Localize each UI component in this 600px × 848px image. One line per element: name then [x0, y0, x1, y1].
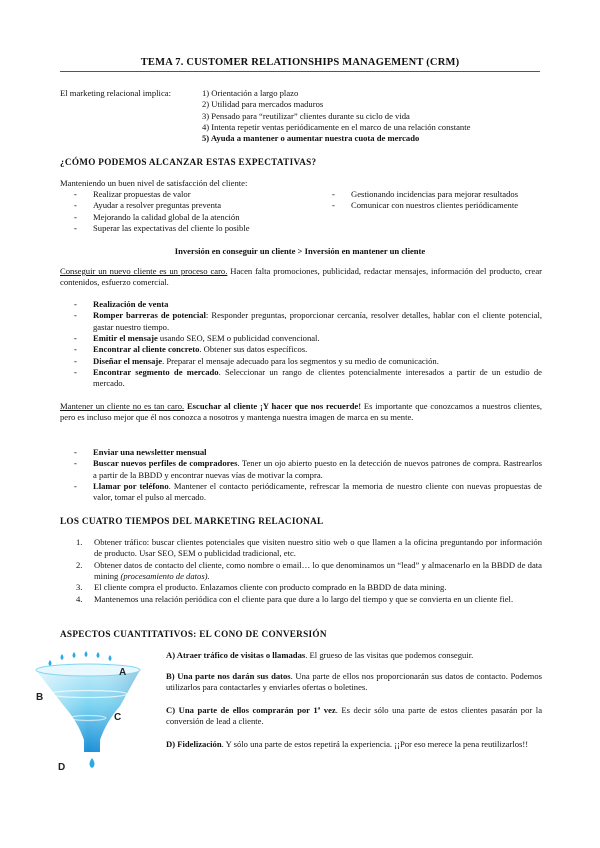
drop-icon — [109, 655, 112, 661]
list-item: 3. El cliente compra el producto. Enlazamos cliente con producto comprado en la BBDD de data mining. — [76, 582, 447, 593]
conversion-funnel-illustration — [28, 648, 156, 778]
funnel-label-a: A — [119, 667, 127, 678]
conseguir-text: Hacen falta promociones, publicidad, redactar mensajes, información del producto, crear contenidos, esfuerzo comercial. — [60, 266, 542, 288]
list-item: - Ayudar a resolver preguntas preventa — [60, 200, 320, 211]
list-item: 1) Orientación a largo plazo — [202, 88, 299, 98]
cono-item-a: A) Atraer tráfico de visitas o llamadas. El grueso de las visitas que podemos conseguir. — [166, 650, 474, 660]
section1-intro: Manteniendo un buen nivel de satisfacción del cliente: — [60, 178, 248, 188]
list-item: - Gestionando incidencias para mejorar resultados — [318, 189, 542, 200]
list-item: 5) Ayuda a mantener o aumentar nuestra cuota de mercado — [202, 133, 420, 144]
list-item: - Llamar por teléfono. Mantener el contacto periódicamente, refrescar la memoria de nuestro cliente con nuevas propuestas de valor, tomar el pulso al mercado. — [60, 481, 542, 504]
funnel-label-d: D — [58, 762, 66, 773]
conseguir-list — [60, 299, 542, 390]
funnel-label-c: C — [114, 712, 122, 723]
conseguir-paragraph — [60, 266, 542, 289]
list-item: 1. Obtener tráfico: buscar clientes potenciales que visiten nuestro sitio web o que llamen a la oficina preguntando por información de producto. Usar SEO, SEM o publicidad tradicional, etc. — [76, 537, 542, 559]
title-divider — [60, 71, 540, 72]
conseguir-lead: Conseguir un nuevo cliente es un proceso caro. — [60, 266, 228, 276]
section-heading-tiempos: LOS CUATRO TIEMPOS DEL MARKETING RELACIONAL — [60, 516, 324, 526]
section1-left-list — [60, 189, 320, 234]
list-item: - Encontrar al cliente concreto. Obtener sus datos específicos. — [60, 344, 542, 355]
list-item: 4) Intenta repetir ventas periódicamente en el marco de una relación constante — [202, 122, 471, 133]
cono-item-b: B) Una parte nos darán sus datos. Una parte de ellos nos proporcionarán sus datos de contacto. Podemos utilizarlos para contactarles y enviarles ofertas o boletines. — [166, 671, 542, 693]
relational-list — [202, 88, 542, 145]
mantener-paragraph: Mantener un cliente no es tan caro. Escuchar al cliente ¡Y hacer que nos recuerde! Es importante que conozcamos a nuestros clientes, pero es incluso mejor que él nos conozca a nosotros y mantenga nuestra imagen de marca en su mente. — [60, 401, 542, 423]
list-item: - Encontrar segmento de mercado. Seleccionar un rango de clientes potencialmente interesados a partir de un estudio de mercado. — [60, 367, 542, 390]
funnel-svg — [28, 648, 156, 778]
list-item: - Realizar propuestas de valor — [60, 189, 320, 200]
section-heading-expectativas: ¿CÓMO PODEMOS ALCANZAR ESTAS EXPECTATIVAS? — [60, 157, 317, 167]
page-title: TEMA 7. CUSTOMER RELATIONSHIPS MANAGEMENT (CRM) — [140, 57, 460, 68]
section-heading-cono: ASPECTOS CUANTITATIVOS: EL CONO DE CONVERSIÓN — [60, 629, 327, 639]
drop-icon — [73, 652, 76, 658]
list-item: 4. Mantenemos una relación periódica con el cliente para que dure a lo largo del tiempo y que se convierta en un cliente fiel. — [76, 593, 514, 604]
investment-statement: Inversión en conseguir un cliente > Inversión en mantener un cliente — [174, 246, 426, 256]
list-item: - Superar las expectativas del cliente lo posible — [60, 223, 320, 234]
list-item: - Diseñar el mensaje. Preparar el mensaje adecuado para los segmentos y su medio de comunicación. — [60, 356, 542, 367]
cono-item-d: D) Fidelización. Y sólo una parte de estos repetirá la experiencia. ¡¡Por eso merece la pena reutilizarlos!! — [166, 739, 529, 749]
cono-item-c: C) Una parte de ellos comprarán por 1ª vez. Es decir sólo una parte de estos clientes pasarán por la conversión de lead a cliente. — [166, 705, 543, 727]
list-item: 2. Obtener datos de contacto del cliente, como nombre o email… lo que denominamos un “lead” y almacenarlo en la BBDD de data mining (procesamiento de datos). — [76, 559, 542, 582]
drop-icon — [61, 654, 64, 660]
funnel-label-b: B — [36, 692, 44, 703]
drop-icon — [97, 652, 100, 658]
list-item: - Realización de venta — [60, 299, 542, 310]
list-item: - Romper barreras de potencial: Responder preguntas, proporcionar cercanía, resolver detalles, hablar con el cliente potencial, gastar nuestro tiempo. — [60, 310, 542, 333]
drop-icon — [90, 758, 95, 768]
list-item: 2) Utilidad para mercados maduros — [202, 99, 324, 110]
relational-label: El marketing relacional implica: — [60, 88, 171, 98]
list-item: - Buscar nuevos perfiles de compradores. Tener un ojo abierto puesto en la detección de nuevos patrones de compra. Rastrearlos a partir de la BBDD y encontrar nuevas vías de motivar la compra. — [60, 458, 542, 481]
list-item: - Enviar una newsletter mensual — [60, 447, 542, 458]
list-item: - Comunicar con nuestros clientes periódicamente — [318, 200, 542, 211]
tiempos-list — [60, 537, 542, 605]
mantener-list — [60, 447, 542, 504]
drop-icon — [49, 660, 52, 666]
section1-right-list — [318, 189, 542, 212]
drop-icon — [85, 651, 88, 657]
list-item: - Mejorando la calidad global de la atención — [60, 212, 320, 223]
list-item: - Emitir el mensaje usando SEO, SEM o publicidad convencional. — [60, 333, 542, 344]
list-item: 3) Pensado para “reutilizar” clientes durante su ciclo de vida — [202, 110, 410, 121]
